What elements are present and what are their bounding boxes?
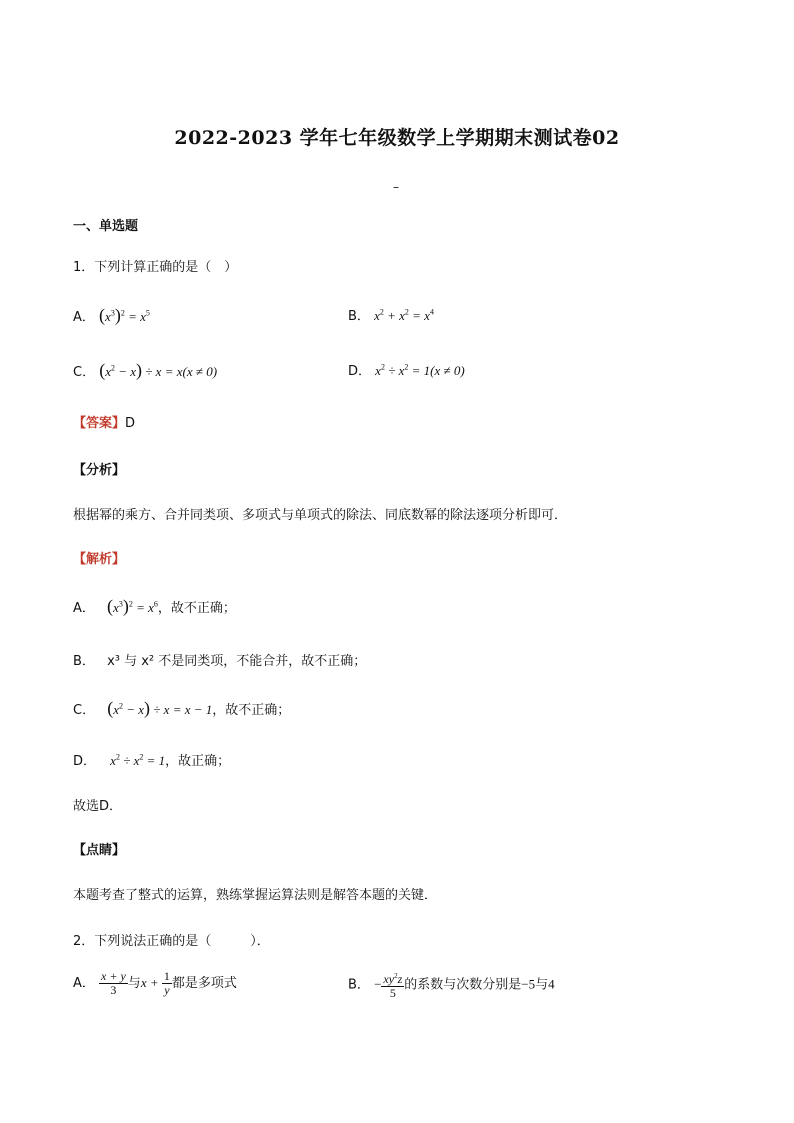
- solution-c-text: ，故不正确；: [212, 703, 291, 718]
- q1-option-a-label: A．: [73, 310, 95, 325]
- q1-option-c-label: C．: [73, 365, 96, 380]
- solution-b-label: B．: [73, 654, 95, 669]
- analysis-text: 根据幂的乘方、合并同类项、多项式与单项式的除法、同底数幂的除法逐项分析即可．: [73, 508, 568, 523]
- q1-option-c: [73, 360, 217, 381]
- q1-option-a: [73, 305, 150, 326]
- comment-tag: 【点睛】: [73, 843, 126, 858]
- solution-c: [73, 698, 290, 719]
- fraction-xy2z-over-5: $\frac{xy^2z}{5}$: [383, 972, 403, 1000]
- solution-c-formula: $(x^2 - x) \div x = x - 1$: [107, 698, 213, 718]
- section-heading: 一、单选题: [73, 219, 139, 234]
- solution-b: [73, 650, 366, 669]
- solution-c-label: C．: [73, 703, 96, 718]
- q2-b-val1: −5: [521, 976, 536, 992]
- analysis-tag: 【分析】: [73, 463, 126, 478]
- fraction-x-plus-y-over-3: $\frac{x + y}{3}$: [101, 969, 126, 997]
- solution-tag: 【解析】: [73, 552, 126, 567]
- q1-option-b-formula: $x^2 + x^2 = x^4$: [374, 307, 434, 323]
- final-choice: 故选D．: [73, 799, 123, 814]
- solution-b-text: x³ 与 x² 不是同类项，不能合并，故不正确；: [107, 654, 367, 669]
- q2-option-b-label: B．: [348, 977, 370, 993]
- q2-b-val2: 4: [548, 976, 555, 992]
- q2-option-b: B． − $\frac{xy^2z}{5}$ 的系数与次数分别是−5与4: [348, 972, 555, 1000]
- q1-option-b-label: B．: [348, 309, 370, 324]
- q2-b-and: 与: [535, 977, 549, 993]
- q2-option-a: A． $\frac{x + y}{3}$ 与x + $\frac{1}{y}$ 都是多项式: [73, 969, 237, 997]
- solution-d: [73, 750, 230, 769]
- question-2-stem: 2．下列说法正确的是（ ）．: [73, 934, 270, 949]
- q1-option-c-formula: $(x^2 - x) \div x = x(x \ne 0)$: [99, 360, 218, 380]
- comment-text: 本题考查了整式的运算，熟练掌握运算法则是解答本题的关键．: [73, 888, 438, 903]
- solution-a-text: ，故不正确；: [157, 601, 236, 616]
- q2-a-text1: 与: [127, 976, 141, 991]
- solution-a: [73, 596, 236, 617]
- solution-d-text: ，故正确；: [165, 754, 231, 769]
- q1-option-b: [348, 305, 434, 324]
- q1-answer: [73, 412, 135, 431]
- page-title: 2022-2023 学年七年级数学上学期期末测试卷02: [174, 127, 620, 149]
- answer-value: D: [125, 416, 136, 431]
- q1-option-a-formula: $(x^3)^2 = x^5$: [99, 305, 150, 325]
- solution-a-label: A．: [73, 601, 95, 616]
- solution-d-label: D．: [73, 754, 97, 769]
- q2-a-text2: 都是多项式: [171, 976, 237, 991]
- solution-a-formula: $(x^3)^2 = x^6$: [107, 596, 158, 616]
- q2-b-text: 的系数与次数分别是: [404, 977, 522, 993]
- question-1-stem: 1．下列计算正确的是（ ）: [73, 260, 238, 275]
- q2-option-a-label: A．: [73, 976, 95, 991]
- q1-option-d-label: D．: [348, 364, 372, 379]
- q1-option-d-formula: $x^2 \div x^2 = 1(x \ne 0)$: [375, 362, 465, 378]
- answer-tag: 【答案】: [73, 416, 126, 431]
- fraction-1-over-y: $\frac{1}{y}$: [163, 969, 170, 997]
- solution-d-formula: $x^2 \div x^2 = 1$: [110, 752, 166, 768]
- q1-option-d: [348, 360, 465, 379]
- subtitle-dash: –: [393, 180, 399, 194]
